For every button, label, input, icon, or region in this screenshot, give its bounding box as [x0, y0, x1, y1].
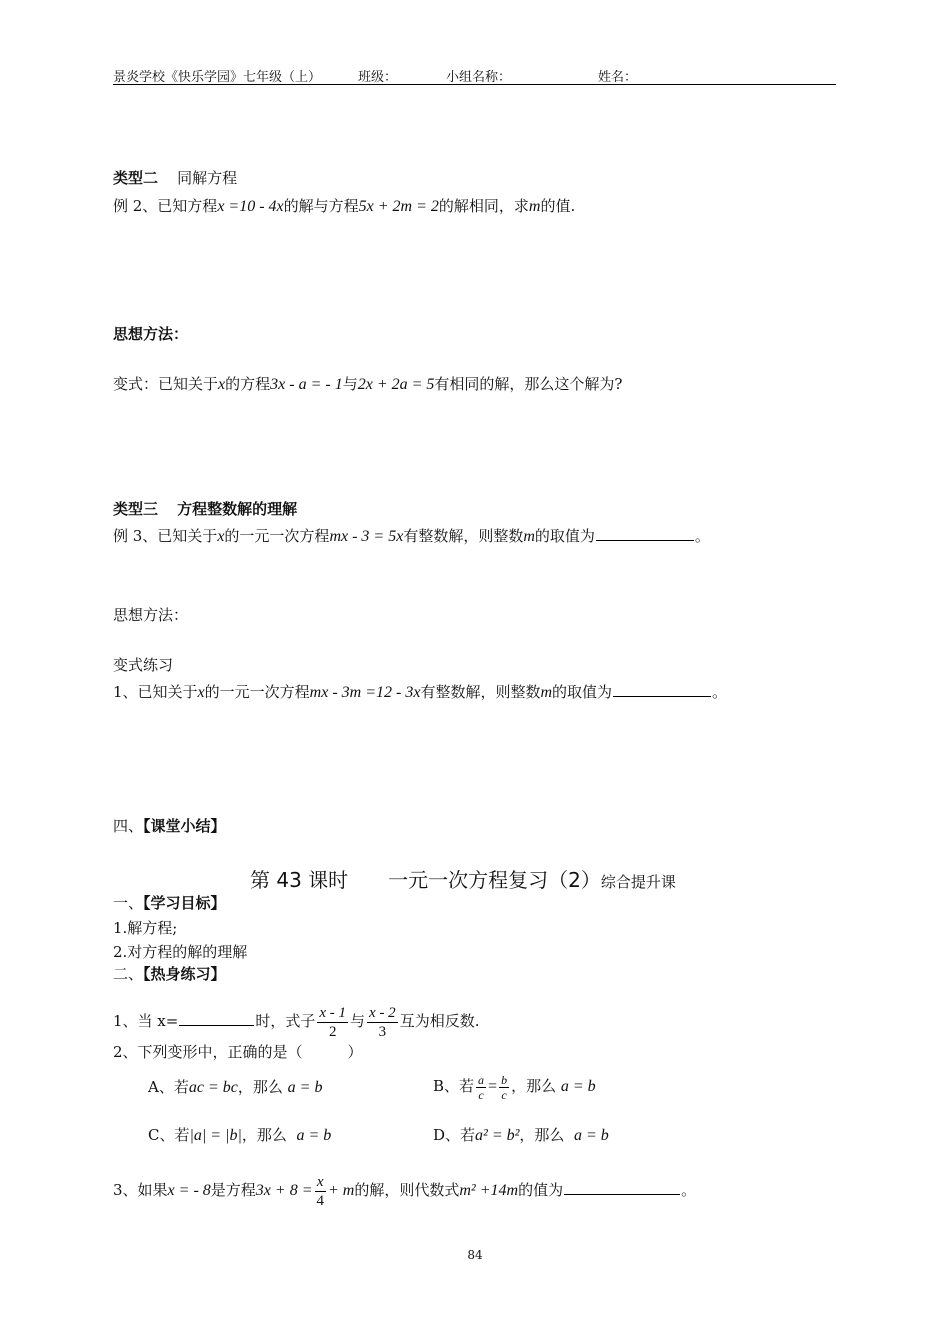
- page-header: [113, 64, 836, 85]
- summary-heading: 四、【课堂小结】: [113, 817, 226, 835]
- type2-heading: 类型二 同解方程: [113, 169, 238, 187]
- answer-blank[interactable]: [596, 526, 694, 541]
- type3-heading: 类型三 方程整数解的理解: [113, 500, 298, 518]
- goals-heading: 一、【学习目标】: [113, 894, 226, 912]
- fraction: $\frac{x}{4}$: [316, 1173, 324, 1209]
- header-class-label: 班级：: [358, 70, 398, 85]
- goal-item: 2.对方程的解的理解: [113, 943, 248, 961]
- option-a[interactable]: A、若ac = bc，那么 a = b: [148, 1078, 323, 1096]
- option-c[interactable]: C、若|a| = |b|，那么 a = b: [148, 1126, 332, 1144]
- warmup-q1: 1、当 x= 时，式子 $\frac{x - 1}{2}$ 与 $\frac{x - 2}{3}$ 互为相反数.: [113, 1004, 480, 1040]
- page-number: 84: [467, 1248, 483, 1262]
- option-d[interactable]: D、若a² = b²，那么 a = b: [433, 1126, 609, 1144]
- answer-blank[interactable]: [179, 1011, 254, 1026]
- option-b[interactable]: B、若 $\frac{a}{c}$ = $\frac{b}{c}$ ，那么 a = b: [433, 1072, 596, 1102]
- warmup-q2-stem: 2、下列变形中，正确的是（ ）: [113, 1043, 363, 1061]
- warmup-heading: 二、【热身练习】: [113, 965, 226, 983]
- header-group-label: 小组名称：: [446, 70, 512, 85]
- method-label-1: 思想方法：: [113, 325, 189, 343]
- practice-q1: 1、已知关于x的一元一次方程mx - 3m =12 - 3x有整数解，则整数m的取值为 。: [113, 683, 728, 701]
- goal-item: 1.解方程;: [113, 919, 178, 937]
- fraction: $\frac{x - 1}{2}$: [319, 1004, 347, 1040]
- lesson-title: 第 43 课时 一元一次方程复习（2）综合提升课: [250, 868, 676, 892]
- header-school: 景炎学校《快乐学园》七年级（上）: [113, 70, 322, 85]
- header-name-label: 姓名：: [598, 70, 638, 85]
- fraction: $\frac{x - 2}{3}$: [369, 1004, 396, 1040]
- example-3: 例 3、已知关于x的一元一次方程mx - 3 = 5x有整数解，则整数m的取值为 。: [113, 527, 710, 545]
- warmup-q3: 3、如果x = - 8是方程3x + 8 = $\frac{x}{4}$ + m的解，则代数式m² +14m的值为 。: [113, 1173, 697, 1209]
- answer-blank[interactable]: [564, 1180, 680, 1195]
- practice-heading: 变式练习: [113, 656, 174, 674]
- method-label-2: 思想方法：: [113, 606, 189, 624]
- example-2: 例 2、已知方程x =10 - 4x的解与方程5x + 2m = 2的解相同，求m的值.: [113, 197, 576, 215]
- variant-1: 变式：已知关于x的方程3x - a = - 1与2x + 2a = 5有相同的解，那么这个解为?: [113, 375, 623, 393]
- answer-blank[interactable]: [613, 682, 711, 697]
